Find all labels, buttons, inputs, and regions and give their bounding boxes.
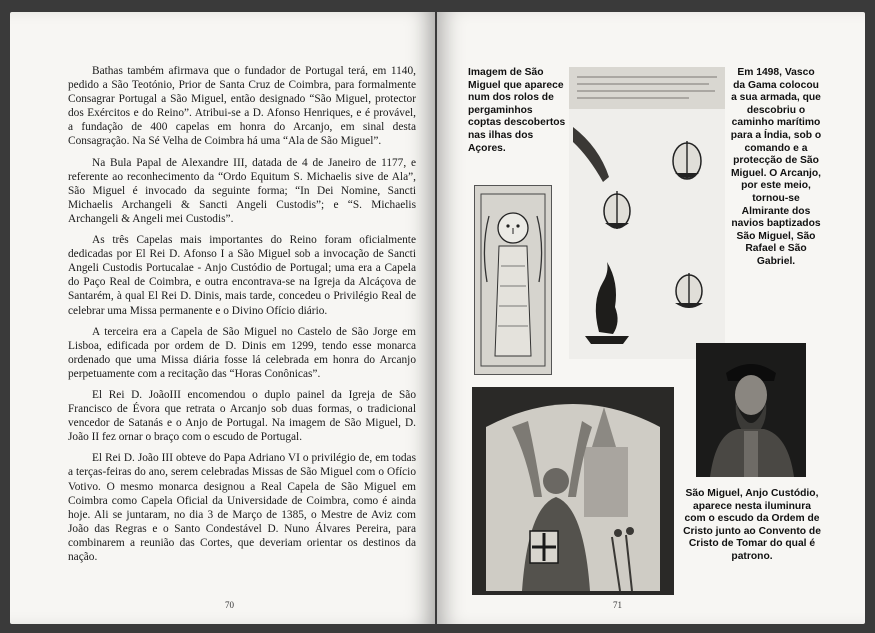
caption-vasco-da-gama: Em 1498, Vasco da Gama colocou a sua armada, que descobriu o caminho marítimo para a Índia, sob o comando e a protecção de São Miguel. O Arcanjo, por este meio, tornou-se Almirante dos navios baptizados São Miguel, São Rafael e São Gabriel. [730, 67, 822, 267]
angel-drawing-illustration [475, 186, 551, 374]
left-page [10, 12, 435, 624]
paragraph-5: El Rei D. JoãoIII encomendou o duplo painel da Igreja de São Francisco de Évora que retrata o Arcanjo sob duas formas, o tradicional vencedor de Satanás e o Anjo de Portugal. Na imagem de São Miguel, D. João II fez ornar o braço com o escudo de Portugal. [68, 388, 416, 444]
page-number-right: 71 [613, 600, 622, 610]
left-text-column [68, 64, 416, 564]
paragraph-4: A terceira era a Capela de São Miguel no Castelo de São Jorge em Lisboa, edificada por ordem de D. Dinis em 1299, tendo esse monarca ordenado que uma Missa diária fosse lá celebrada em honra do Arcanjo perpetuamente com a recitação das “Horas Conônicas”. [68, 325, 416, 380]
coptic-angel-drawing [474, 185, 552, 375]
portrait-illustration [696, 343, 806, 477]
caption-anjo-custodio: São Miguel, Anjo Custódio, aparece nesta iluminura com o escudo da Ordem de Cristo junto ao Convento de Cristo de Tomar do qual é patrono. [683, 488, 821, 562]
right-page [437, 12, 865, 624]
paragraph-2: Na Bula Papal de Alexandre III, datada de 4 de Janeiro de 1177, e referente ao reconhecimento da “Ordo Equitum S. Michaelis sive de Ala”, São Miguel é invocado da seguinte forma; “In Dei Nomine, Sancti Michaelis Archangeli & Sancti Angeli Custodis”; e “S. Michaelis Archangeli & Angeli mei Custodis”. [68, 156, 416, 225]
parchment-scroll-image [569, 67, 725, 359]
paragraph-1: Bathas também afirmava que o fundador de Portugal terá, em 1140, pedido a São Teotónio, Prior de Santa Cruz de Coimbra, para formalmente Consagrar Portugal a São Miguel, então designado “São Miguel, protector dos Exércitos e do Reino”. Atribui-se a D. Afonso Henriques, e é provável, a fundação de 400 capelas em honra do Arcanjo, em sinal desta Consagração. Na Sé Velha de Coimbra há uma “Ala de São Miguel”. [68, 65, 416, 148]
guardian-angel-illumination [472, 387, 674, 595]
paragraph-6: El Rei D. João III obteve do Papa Adriano VI o privilégio de, em todas a terças-feiras do ano, serem celebradas Missas de São Miguel com o Ofício Votivo. O mesmo monarca designou a Real Capela de São Miguel em Coimbra como Capela Oficial da Universidade de Coimbra, como é ainda hoje. Ali se juntaram, no dia 3 de Março de 1385, o Mestre de Aviz com João das Regras e o Santo Condestável D. Nuno Álvares Pereira, para combinarem a reunião das Cortes, que deveriam orientar os destinos da nação. [68, 452, 416, 563]
vasco-da-gama-portrait [696, 343, 806, 477]
paragraph-3: As três Capelas mais importantes do Reino foram oficialmente dedicadas por El Rei D. Afonso I a São Miguel sob a invocação de Sancti Angeli Custodis Portucalae - Anjo Custódio de Portugal; uma era a Capela do Paço Real de Coimbra, e outra encontrava-se na Igreja da Alcáçova de Santarém, à qual El Rei D. Dinis, mais tarde, concedeu o Privilégio Real de celebrar uma Missa permanente e o Divino Ofício diário. [68, 234, 416, 317]
illumination-illustration [472, 387, 674, 595]
parchment-scroll-illustration [569, 67, 725, 359]
caption-copt-scroll: Imagem de São Miguel que aparece num dos rolos de pergaminhos coptas descobertos nas ilhas dos Açores. [468, 67, 566, 154]
page-number-left: 70 [225, 600, 234, 610]
